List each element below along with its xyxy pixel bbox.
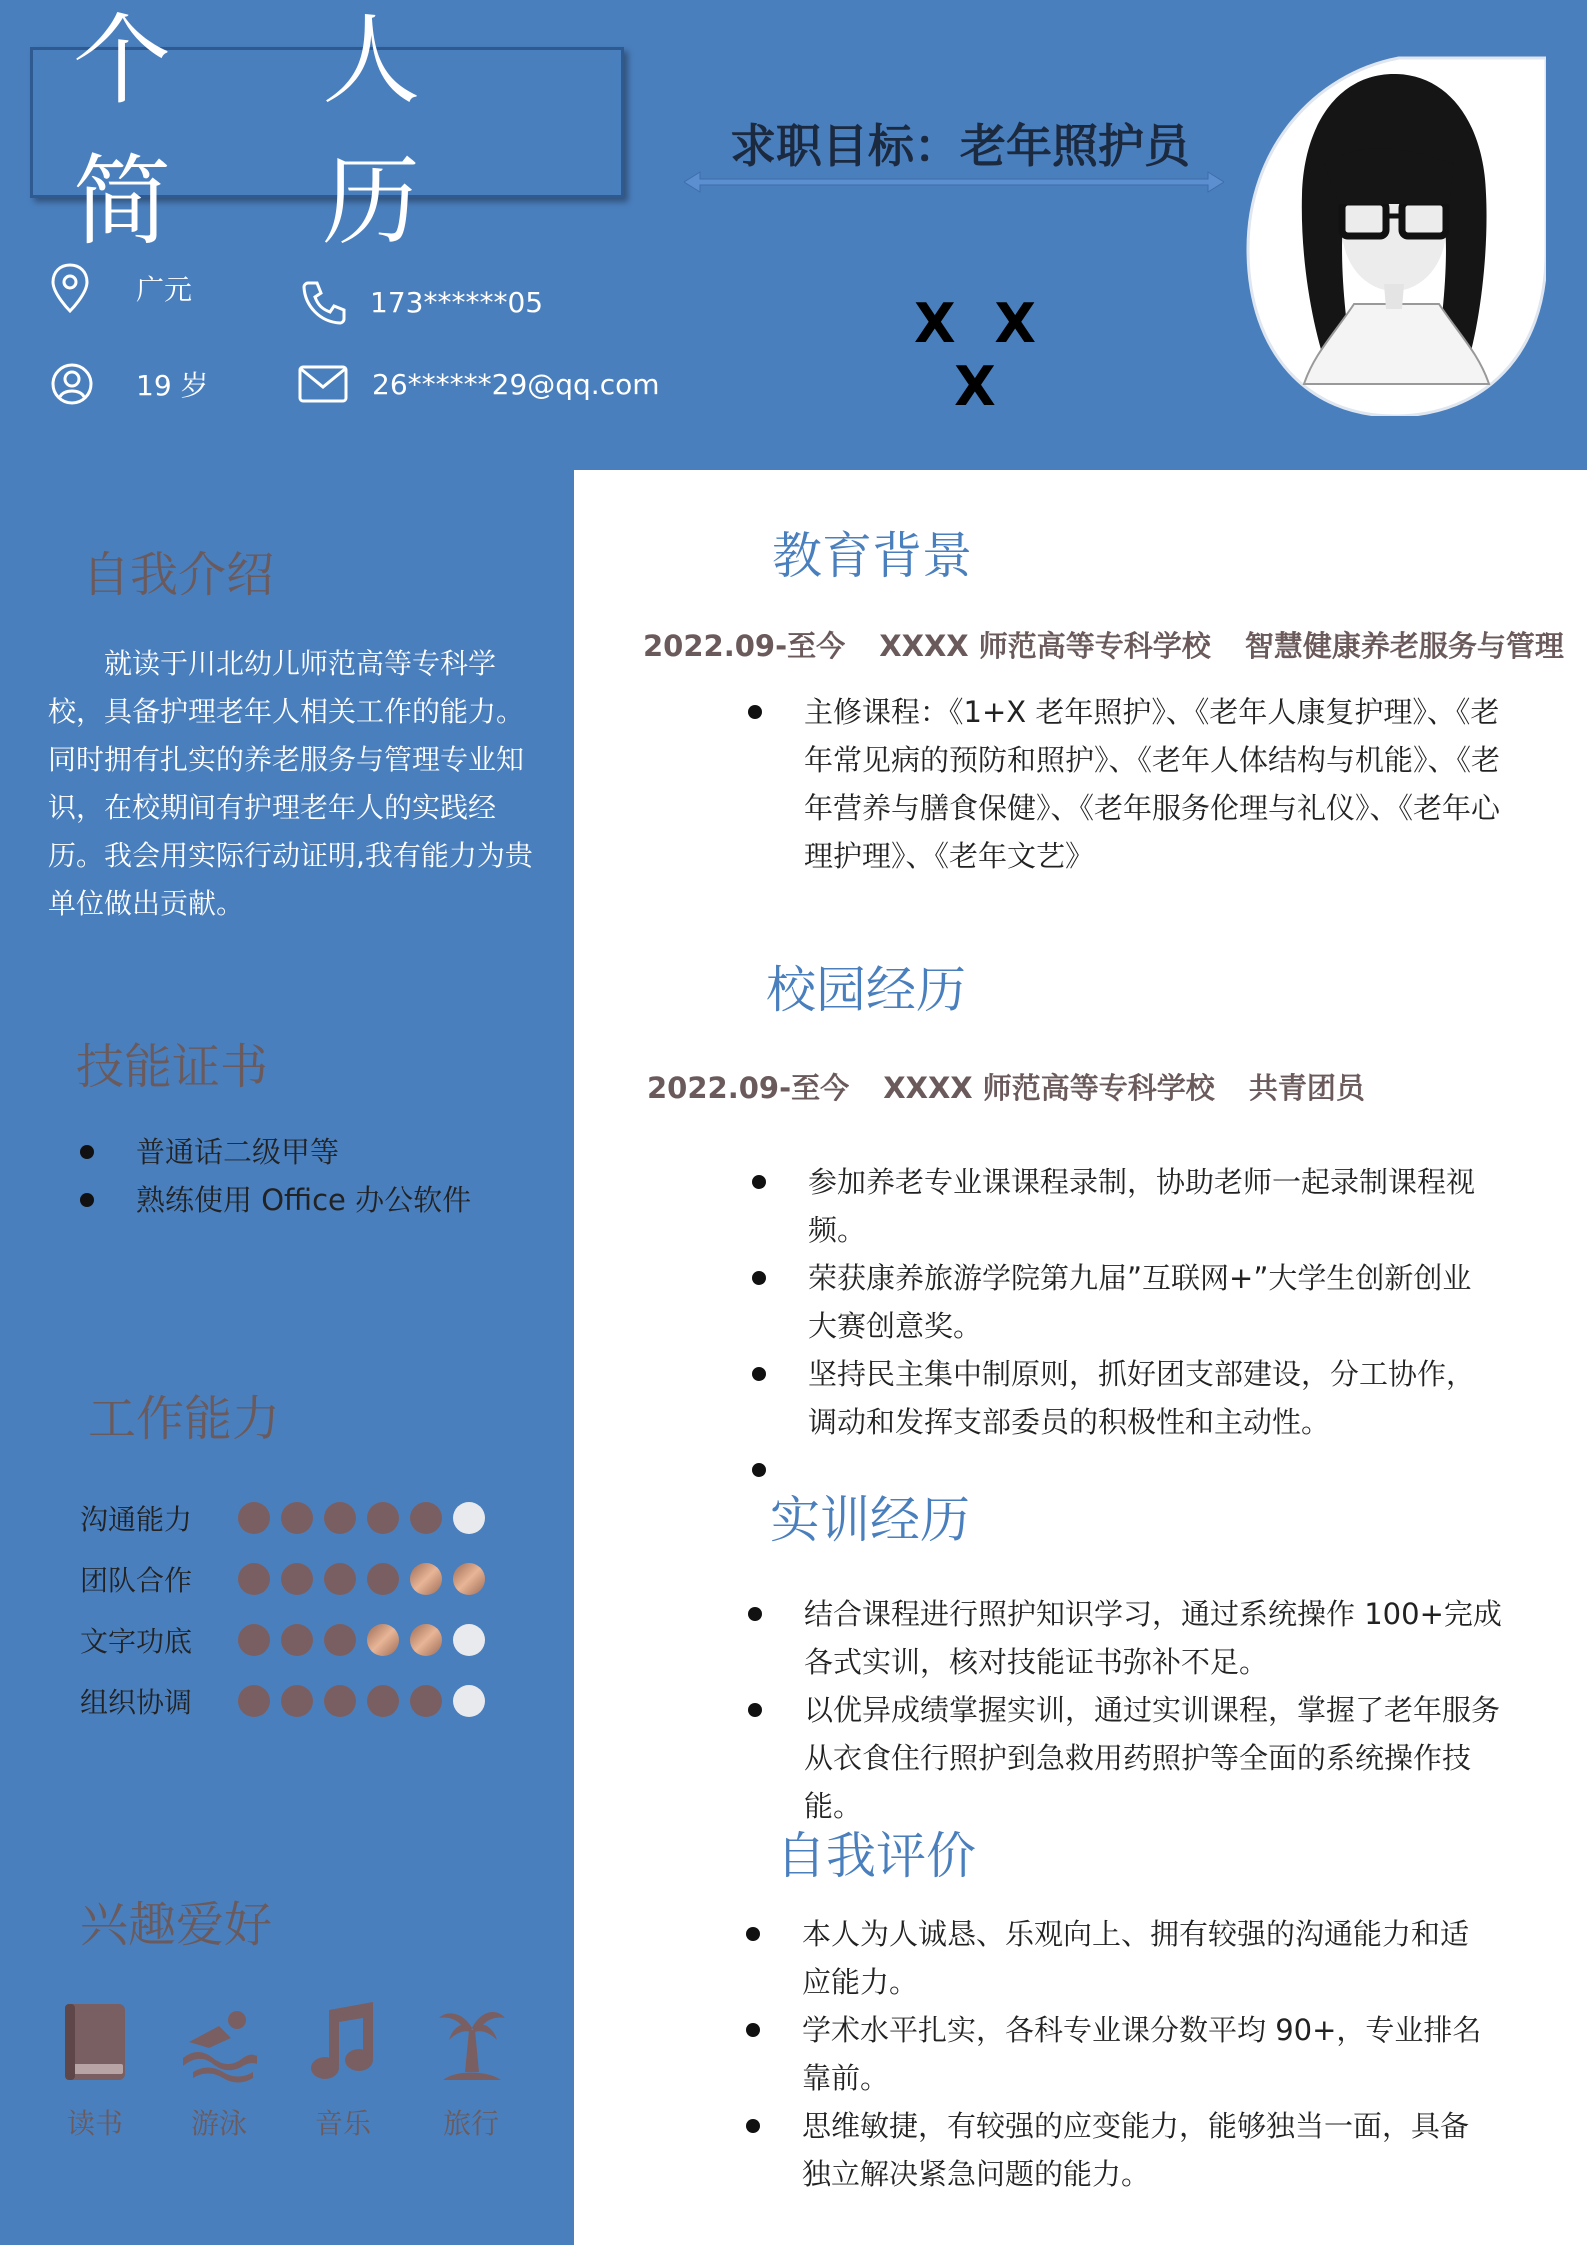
intro-title: 自我介绍 xyxy=(82,547,275,603)
list-item: 本人为人诚恳、乐观向上、拥有较强的沟通能力和适应能力。 xyxy=(746,1910,1491,2006)
skill-item: 熟练使用 Office 办公软件 xyxy=(80,1176,540,1224)
hobby-music xyxy=(288,2000,398,2142)
hobby-label: 读书 xyxy=(66,2107,123,2140)
hobby-label: 游泳 xyxy=(190,2107,247,2140)
campus-list xyxy=(752,1158,1497,1494)
list-item: 坚持民主集中制原则，抓好团支部建设，分工协作，调动和发挥支部委员的积极性和主动性。 xyxy=(752,1350,1497,1446)
list-item: 结合课程进行照护知识学习，通过系统操作 100+完成各式实训，核对技能证书弥补不足。 xyxy=(748,1590,1528,1686)
skills-list xyxy=(80,1128,540,1224)
ability-row xyxy=(80,1487,496,1548)
campus-role: 共青团员 xyxy=(1248,1071,1365,1105)
location-text: 广元 xyxy=(136,273,193,306)
phone-icon xyxy=(300,278,348,326)
resume-title: 个 人 简 历 xyxy=(73,3,481,259)
ability-label: 沟通能力 xyxy=(80,1502,193,1536)
evaluation-list xyxy=(746,1910,1491,2198)
rating-dot xyxy=(324,1563,356,1595)
rating-dot xyxy=(410,1502,442,1534)
palm-tree-icon xyxy=(435,2000,507,2084)
phone-text[interactable]: 173******05 xyxy=(370,285,544,319)
campus-school: XXXX 师范高等专科学校 xyxy=(883,1071,1215,1105)
hobby-title: 兴趣爱好 xyxy=(80,1897,273,1953)
campus-title: 校园经历 xyxy=(766,961,966,1019)
rating-dot xyxy=(324,1624,356,1656)
rating-dot xyxy=(367,1624,399,1656)
email-info xyxy=(298,365,660,403)
list-item: 学术水平扎实，各科专业课分数平均 90+，专业排名靠前。 xyxy=(746,2006,1491,2102)
education-list xyxy=(748,688,1508,880)
intro-text: 就读于川北幼儿师范高等专科学校，具备护理老年人相关工作的能力。同时拥有扎实的养老服务与管理专业知识，在校期间有护理老年人的实践经历。我会用实际行动证明,我有能力为贵单位做出贡献。 xyxy=(48,647,533,920)
hobby-label: 音乐 xyxy=(314,2107,371,2140)
list-item: 以优异成绩掌握实训，通过实训课程，掌握了老年服务从衣食住行照护到急救用药照护等全面的系统操作技能。 xyxy=(748,1686,1528,1830)
campus-header xyxy=(647,1066,1389,1107)
hobby-travel xyxy=(416,2000,526,2142)
education-period: 2022.09-至今 xyxy=(643,629,846,663)
rating-dot xyxy=(410,1685,442,1717)
ability-title: 工作能力 xyxy=(88,1391,281,1447)
rating-dot xyxy=(238,1685,270,1717)
evaluation-title: 自我评价 xyxy=(776,1827,976,1885)
person-icon xyxy=(50,362,94,406)
phone-info xyxy=(300,278,543,326)
mail-icon xyxy=(298,365,348,403)
age-text: 19 岁 xyxy=(136,369,209,402)
job-target: 求职目标：老年照护员 xyxy=(730,119,1190,173)
rating-dot xyxy=(281,1624,313,1656)
ability-row xyxy=(80,1670,496,1731)
age-info xyxy=(50,362,209,406)
course-list: 主修课程：《1+X 老年照护》、《老年人康复护理》、《老年常见病的预防和照护》、《老年人体结构与机能》、《老年营养与膳食保健》、《老年服务伦理与礼仪》、《老年心理护理》、《老年文艺》 xyxy=(748,688,1508,880)
rating-dot xyxy=(367,1502,399,1534)
ability-row xyxy=(80,1548,496,1609)
rating-dot xyxy=(238,1563,270,1595)
rating-dot xyxy=(453,1624,485,1656)
training-title: 实训经历 xyxy=(770,1491,970,1549)
rating-dot xyxy=(324,1502,356,1534)
education-header xyxy=(643,624,1587,665)
hobby-swimming xyxy=(164,2000,274,2142)
ability-label: 文字功底 xyxy=(80,1624,193,1658)
education-school: XXXX 师范高等专科学校 xyxy=(879,629,1211,663)
music-icon xyxy=(307,2000,379,2084)
rating-dot xyxy=(324,1685,356,1717)
rating-dot xyxy=(410,1563,442,1595)
ability-row xyxy=(80,1609,496,1670)
rating-dot xyxy=(367,1685,399,1717)
skill-item: 普通话二级甲等 xyxy=(80,1128,540,1176)
rating-dot xyxy=(238,1624,270,1656)
rating-dot xyxy=(453,1685,485,1717)
email-text[interactable]: 26******29@qq.com xyxy=(372,367,660,401)
profile-photo xyxy=(1244,54,1546,416)
education-major: 智慧健康养老服务与管理 xyxy=(1244,629,1564,663)
list-item: 思维敏捷，有较强的应变能力，能够独当一面，具备独立解决紧急问题的能力。 xyxy=(746,2102,1491,2198)
list-item: 参加养老专业课课程录制，协助老师一起录制课程视频。 xyxy=(752,1158,1497,1254)
title-box xyxy=(30,3,624,259)
rating-dot xyxy=(281,1685,313,1717)
rating-dot xyxy=(367,1563,399,1595)
rating-dot xyxy=(281,1563,313,1595)
double-arrow-underline xyxy=(684,170,1224,194)
rating-dot xyxy=(453,1502,485,1534)
ability-label: 团队合作 xyxy=(80,1563,193,1597)
list-item: 荣获康养旅游学院第九届”互联网+”大学生创新创业大赛创意奖。 xyxy=(752,1254,1497,1350)
skills-title: 技能证书 xyxy=(76,1039,269,1095)
hobby-reading xyxy=(40,2000,150,2142)
rating-dot xyxy=(453,1563,485,1595)
education-title: 教育背景 xyxy=(772,527,972,585)
swim-icon xyxy=(179,2000,259,2084)
rating-dot xyxy=(238,1502,270,1534)
campus-period: 2022.09-至今 xyxy=(647,1071,850,1105)
training-list xyxy=(748,1590,1528,1830)
location-info xyxy=(50,262,192,314)
rating-dot xyxy=(410,1624,442,1656)
location-pin-icon xyxy=(50,262,90,314)
ability-label: 组织协调 xyxy=(80,1685,193,1719)
candidate-name: X X X xyxy=(913,292,1047,418)
book-icon xyxy=(59,2000,131,2084)
ability-ratings xyxy=(80,1487,496,1731)
hobby-label: 旅行 xyxy=(442,2107,499,2140)
rating-dot xyxy=(281,1502,313,1534)
